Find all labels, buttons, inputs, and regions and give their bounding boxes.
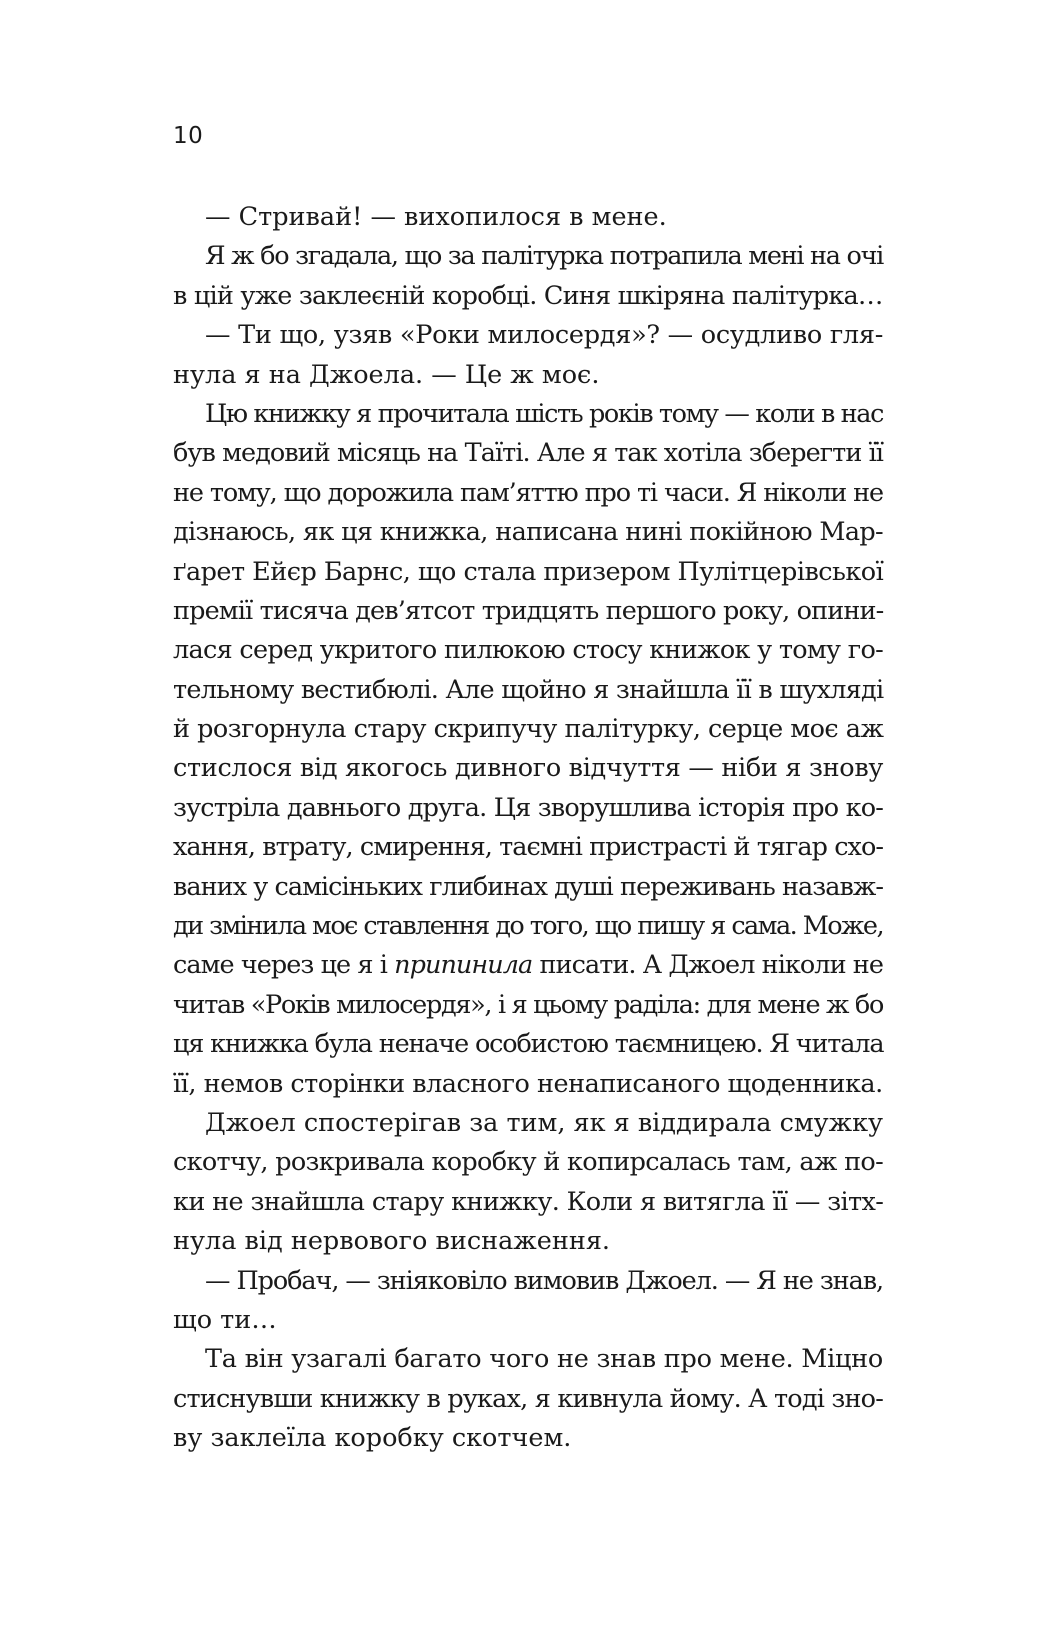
text-line: ву заклеїла коробку скотчем. bbox=[173, 1423, 572, 1454]
text-line: стислося від якогось дивного відчуття — ніби я знову bbox=[173, 753, 884, 784]
text-line: лася серед укритого пилюкою стосу книжок у тому го- bbox=[173, 635, 883, 666]
text-line: ваних у самісіньких глибинах душі переживань назавж- bbox=[173, 871, 883, 902]
text-line: премії тисяча дев’ятсот тридцять першого року, опини- bbox=[173, 595, 884, 626]
text-line: — Стривай! — вихопилося в мене. bbox=[205, 202, 667, 232]
page-number: 10 bbox=[173, 123, 204, 149]
text-line: Та він узагалі багато чого не знав про мене. Міцно bbox=[205, 1344, 883, 1375]
text-line: стиснувши книжку в руках, я кивнула йому. А тоді зно- bbox=[173, 1383, 883, 1414]
text-line: Цю книжку я прочитала шість років тому — коли в нас bbox=[205, 398, 883, 429]
text-line: Я ж бо згадала, що за палітурка потрапила мені на очі bbox=[205, 241, 884, 272]
text-line: ки не знайшла стару книжку. Коли я витягла її — зітх- bbox=[173, 1186, 884, 1217]
text-line: що ти… bbox=[173, 1304, 277, 1335]
text-line: хання, втрату, смирення, таємні пристрасті й тягар схо- bbox=[173, 832, 883, 863]
text-line: скотчу, розкривала коробку й копирсалась там, аж по- bbox=[173, 1147, 883, 1178]
text-line: — Ти що, узяв «Роки милосердя»? — осудливо гля- bbox=[205, 320, 884, 351]
text-line: в цій уже заклеєній коробці. Синя шкіряна палітурка… bbox=[173, 280, 883, 311]
text-line: саме через це я і припинила писати. А Джоел ніколи не bbox=[173, 950, 884, 981]
text-line: ця книжка була неначе особистою таємницею. Я читала bbox=[173, 1029, 884, 1060]
text-line: тельному вестибюлі. Але щойно я знайшла її в шухляді bbox=[173, 674, 884, 705]
text-line: зустріла давнього друга. Ця зворушлива історія про ко- bbox=[173, 792, 883, 823]
text-line: — Пробач, — зніяковіло вимовив Джоел. — Я не знав, bbox=[205, 1265, 883, 1296]
text-line: читав «Років милосердя», і я цьому раділа: для мене ж бо bbox=[173, 989, 883, 1020]
emphasized-word: припинила bbox=[394, 950, 533, 981]
text-line: нула від нервового виснаження. bbox=[173, 1226, 611, 1257]
text-line: й розгорнула стару скрипучу палітурку, серце моє аж bbox=[173, 714, 884, 745]
text-line: Джоел спостерігав за тим, як я віддирала смужку bbox=[205, 1107, 883, 1138]
text-line: не тому, що дорожила пам’яттю про ті часи. Я ніколи не bbox=[173, 477, 883, 508]
text-line: її, немов сторінки власного ненаписаного щоденника. bbox=[173, 1068, 883, 1099]
text-line: нула я на Джоела. — Це ж моє. bbox=[173, 359, 600, 390]
text-line: був медовий місяць на Таїті. Але я так хотіла зберегти її bbox=[173, 438, 883, 469]
body-text bbox=[173, 198, 883, 1459]
text-line: ди змінила моє ставлення до того, що пишу я сама. Може, bbox=[173, 911, 883, 942]
text-line: дізнаюсь, як ця книжка, написана нині покійною Мар- bbox=[173, 517, 883, 548]
text-line: ґарет Ейєр Барнс, що стала призером Пулітцерівської bbox=[173, 556, 884, 587]
